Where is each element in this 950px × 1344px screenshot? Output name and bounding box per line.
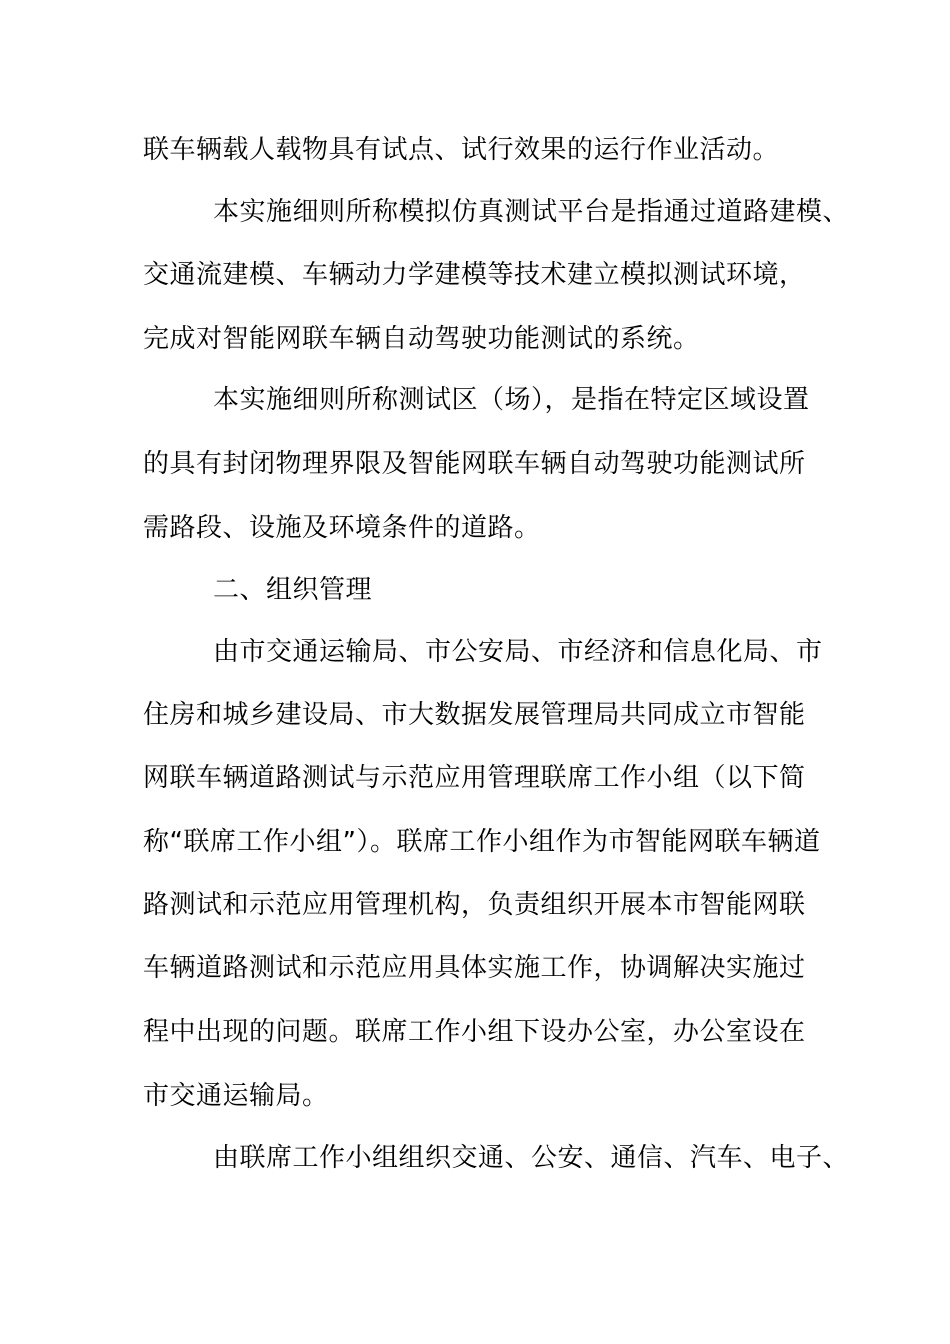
text-line: 需路段、设施及环境条件的道路。 <box>143 513 541 543</box>
paragraph-first-line: 本实施细则所称测试区（场），是指在特定区域设置 <box>213 385 810 415</box>
text-line: 市交通运输局。 <box>143 1081 329 1111</box>
text-line: 联车辆载人载物具有试点、试行效果的运行作业活动。 <box>143 135 780 165</box>
section-heading: 二、组织管理 <box>213 575 373 605</box>
paragraph-first-line: 由联席工作小组组织交通、公安、通信、汽车、电子、 <box>213 1143 850 1173</box>
text-line: 的具有封闭物理界限及智能网联车辆自动驾驶功能测试所 <box>143 449 806 479</box>
text-line: 完成对智能网联车辆自动驾驶功能测试的系统。 <box>143 324 700 354</box>
paragraph-first-line: 本实施细则所称模拟仿真测试平台是指通过道路建模、 <box>213 197 850 227</box>
text-line: 车辆道路测试和示范应用具体实施工作，协调解决实施过 <box>143 953 806 983</box>
text-line: 住房和城乡建设局、市大数据发展管理局共同成立市智能 <box>143 700 806 730</box>
text-line: 交通流建模、车辆动力学建模等技术建立模拟测试环境， <box>143 260 806 290</box>
text-line: 网联车辆道路测试与示范应用管理联席工作小组（以下简 <box>143 763 806 793</box>
text-line: 路测试和示范应用管理机构，负责组织开展本市智能网联 <box>143 890 806 920</box>
text-line: 称“联席工作小组”）。联席工作小组作为市智能网联车辆道 <box>143 827 821 857</box>
text-line: 程中出现的问题。联席工作小组下设办公室，办公室设在 <box>143 1017 806 1047</box>
paragraph-first-line: 由市交通运输局、市公安局、市经济和信息化局、市 <box>213 637 823 667</box>
